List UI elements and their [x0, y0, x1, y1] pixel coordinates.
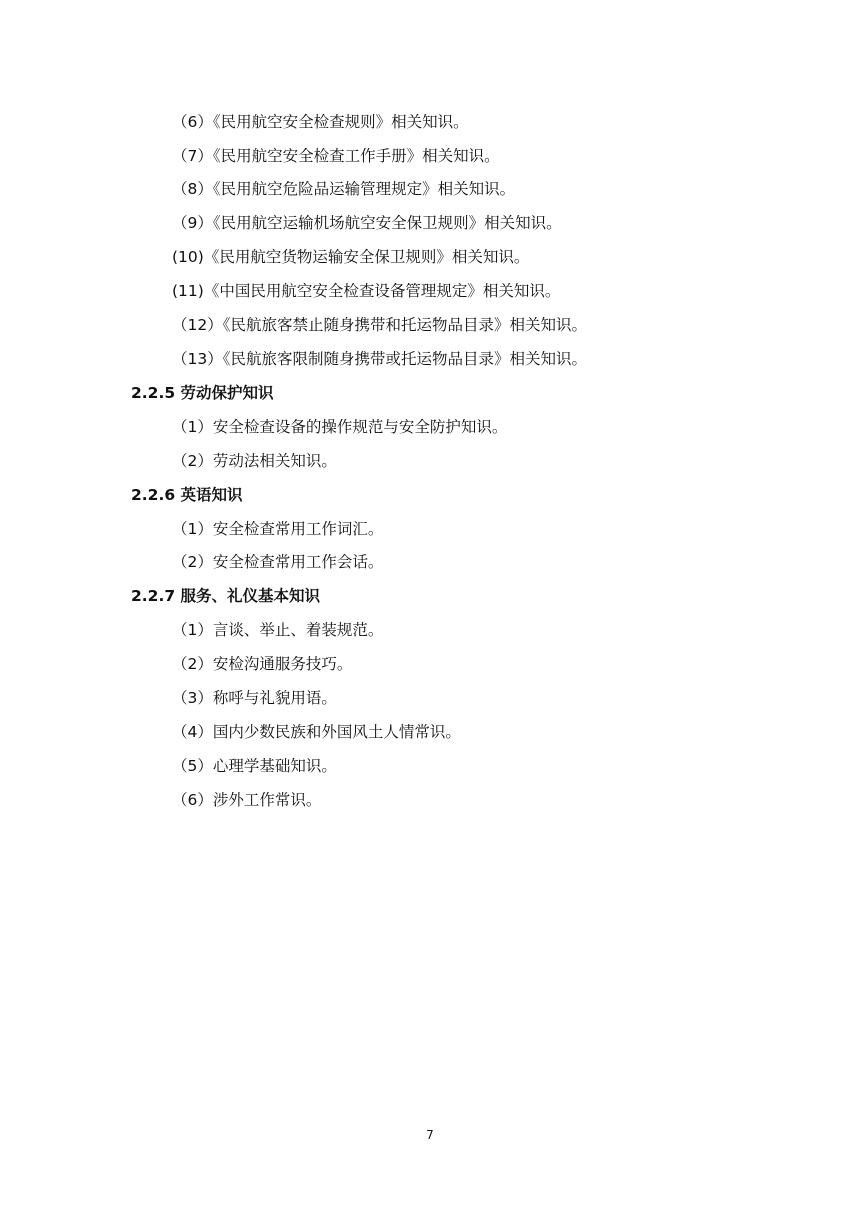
list-item: （7）《民用航空安全检查工作手册》相关知识。 [172, 147, 500, 165]
list-item: （1）安全检查常用工作词汇。 [172, 520, 384, 538]
list-item: （1）安全检查设备的操作规范与安全防护知识。 [172, 418, 508, 436]
list-item: （2）安检沟通服务技巧。 [172, 655, 353, 673]
list-item: (11)《中国民用航空安全检查设备管理规定》相关知识。 [172, 282, 561, 300]
list-item: (10)《民用航空货物运输安全保卫规则》相关知识。 [172, 248, 530, 266]
list-item: （4）国内少数民族和外国风土人情常识。 [172, 723, 461, 741]
list-item: （13）《民航旅客限制随身携带或托运物品目录》相关知识。 [172, 350, 587, 368]
section-heading-2-2-5: 2.2.5 劳动保护知识 [131, 384, 274, 402]
list-item: （5）心理学基础知识。 [172, 757, 337, 775]
list-item: （2）安全检查常用工作会话。 [172, 553, 384, 571]
section-heading-2-2-6: 2.2.6 英语知识 [131, 486, 243, 504]
list-item: （2）劳动法相关知识。 [172, 452, 337, 470]
list-item: （6）涉外工作常识。 [172, 791, 322, 809]
list-item: （8）《民用航空危险品运输管理规定》相关知识。 [172, 180, 516, 198]
section-heading-2-2-7: 2.2.7 服务、礼仪基本知识 [131, 587, 321, 605]
list-item: （9）《民用航空运输机场航空安全保卫规则》相关知识。 [172, 214, 562, 232]
list-item: （3）称呼与礼貌用语。 [172, 689, 337, 707]
list-item: （6）《民用航空安全检查规则》相关知识。 [172, 113, 469, 131]
page-number: 7 [426, 1128, 434, 1142]
list-item: （12）《民航旅客禁止随身携带和托运物品目录》相关知识。 [172, 316, 587, 334]
list-item: （1）言谈、举止、着装规范。 [172, 621, 384, 639]
